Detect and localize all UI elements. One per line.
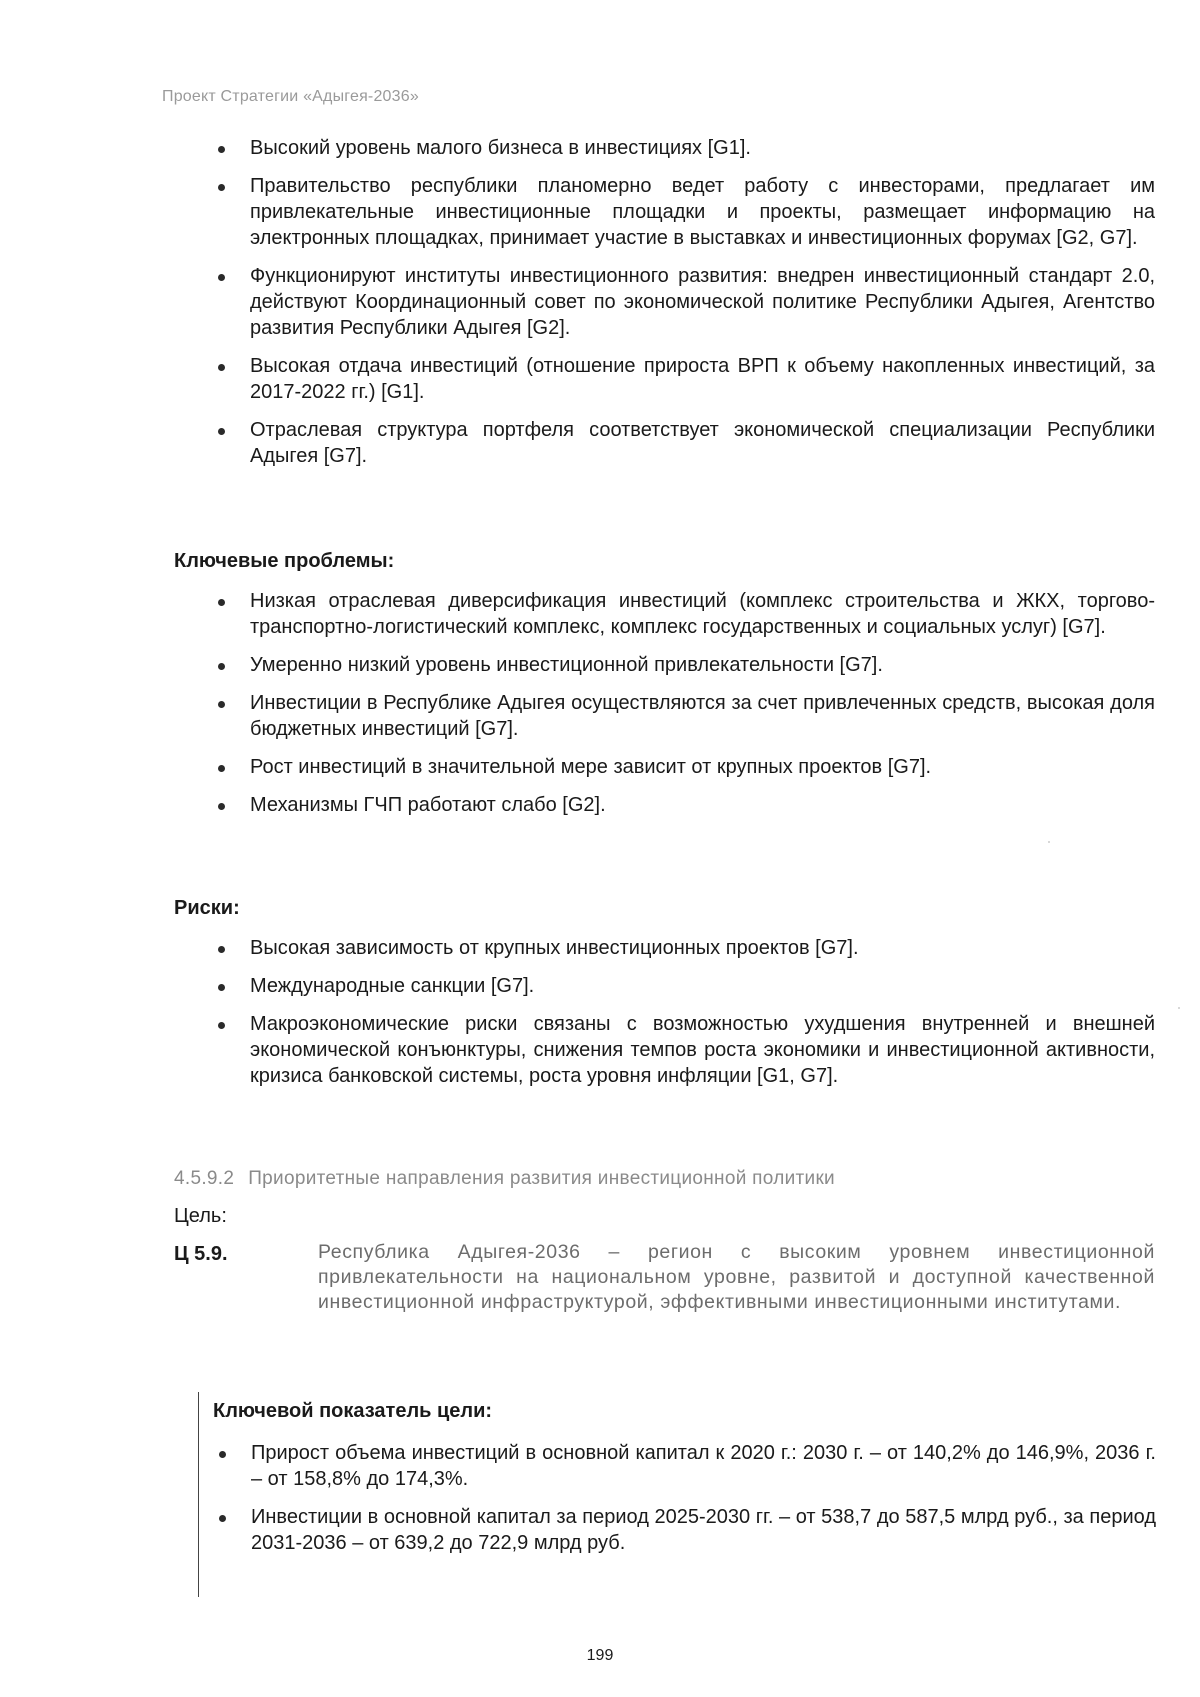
bullet-icon xyxy=(218,184,225,191)
list-item: Отраслевая структура портфеля соответствует экономической специализации Республики Адыгея [G7]. xyxy=(250,417,1155,469)
problems-heading: Ключевые проблемы: xyxy=(174,550,395,572)
goal-text: Республика Адыгея-2036 – регион с высоким уровнем инвестиционной привлекательности на национальном уровне, развитой и доступной качественной инвестиционной инфраструктурой, эффективными инвестиционными институтами. xyxy=(318,1241,1155,1313)
bullet-icon xyxy=(218,274,225,281)
list-item: Инвестиции в Республике Адыгея осуществляются за счет привлеченных средств, высокая доля бюджетных инвестиций [G7]. xyxy=(250,690,1155,742)
page-number: 199 xyxy=(586,1647,614,1664)
list-item: Макроэкономические риски связаны с возможностью ухудшения внутренней и внешней экономической конъюнктуры, снижения темпов роста экономики и инвестиционной активности, кризиса банковской системы, роста уровня инфляции [G1, G7]. xyxy=(250,1011,1155,1089)
bullet-icon xyxy=(218,364,225,371)
scan-speck xyxy=(1048,841,1050,843)
list-item: Высокая зависимость от крупных инвестиционных проектов [G7]. xyxy=(250,935,1155,961)
list-item: Инвестиции в основной капитал за период 2025-2030 гг. – от 538,7 до 587,5 млрд руб., за период 2031-2036 – от 639,2 до 722,9 млрд руб. xyxy=(251,1504,1156,1556)
scan-speck xyxy=(1178,1007,1180,1009)
bullet-icon xyxy=(218,146,225,153)
risks-list-block xyxy=(250,935,1155,1101)
list-item: Правительство республики планомерно ведет работу с инвесторами, предлагает им привлекательные инвестиционные площадки и проекты, размещает информацию на электронных площадках, принимает участие в выставках и инвестиционных форумах [G2, G7]. xyxy=(250,173,1155,251)
list-item: Прирост объема инвестиций в основной капитал к 2020 г.: 2030 г. – от 140,2% до 146,9%, 2036 г. – от 158,8% до 174,3%. xyxy=(251,1440,1156,1492)
risks-list xyxy=(250,935,1155,1089)
bullet-icon xyxy=(218,1022,225,1029)
list-item: Международные санкции [G7]. xyxy=(250,973,1155,999)
bullet-icon xyxy=(218,946,225,953)
list-item: Низкая отраслевая диверсификация инвестиций (комплекс строительства и ЖКХ, торгово-транспортно-логистический комплекс, комплекс государственных и социальных услуг) [G7]. xyxy=(250,588,1155,640)
list-item: Механизмы ГЧП работают слабо [G2]. xyxy=(250,792,1155,818)
key-indicator-heading: Ключевой показатель цели: xyxy=(213,1400,493,1422)
bullet-icon xyxy=(219,1515,226,1522)
bullet-icon xyxy=(218,984,225,991)
list-item: Умеренно низкий уровень инвестиционной привлекательности [G7]. xyxy=(250,652,1155,678)
bullet-icon xyxy=(218,701,225,708)
key-indicator-list-block xyxy=(251,1440,1156,1568)
bullet-icon xyxy=(218,803,225,810)
bullet-icon xyxy=(218,765,225,772)
section-title: Приоритетные направления развития инвестиционной политики xyxy=(248,1168,835,1189)
bullet-icon xyxy=(218,663,225,670)
bullet-icon xyxy=(218,428,225,435)
page-header: Проект Стратегии «Адыгея-2036» xyxy=(162,88,419,105)
strengths-list-block xyxy=(250,135,1155,481)
risks-heading: Риски: xyxy=(174,897,240,919)
bullet-icon xyxy=(219,1451,226,1458)
section-heading xyxy=(174,1168,835,1190)
list-item: Рост инвестиций в значительной мере зависит от крупных проектов [G7]. xyxy=(250,754,1155,780)
key-indicator-list xyxy=(251,1440,1156,1556)
goal-label: Цель: xyxy=(174,1205,227,1227)
key-indicator-block xyxy=(198,1392,1156,1597)
bullet-icon xyxy=(218,599,225,606)
problems-list-block xyxy=(250,588,1155,830)
section-number: 4.5.9.2 xyxy=(174,1168,235,1189)
list-item: Высокая отдача инвестиций (отношение прироста ВРП к объему накопленных инвестиций, за 2017-2022 гг.) [G1]. xyxy=(250,353,1155,405)
list-item: Функционируют институты инвестиционного развития: внедрен инвестиционный стандарт 2.0, действуют Координационный совет по экономической политике Республики Адыгея, Агентство развития Республики Адыгея [G2]. xyxy=(250,263,1155,341)
problems-list xyxy=(250,588,1155,818)
strengths-list xyxy=(250,135,1155,469)
list-item: Высокий уровень малого бизнеса в инвестициях [G1]. xyxy=(250,135,1155,161)
goal-code: Ц 5.9. xyxy=(174,1243,228,1265)
